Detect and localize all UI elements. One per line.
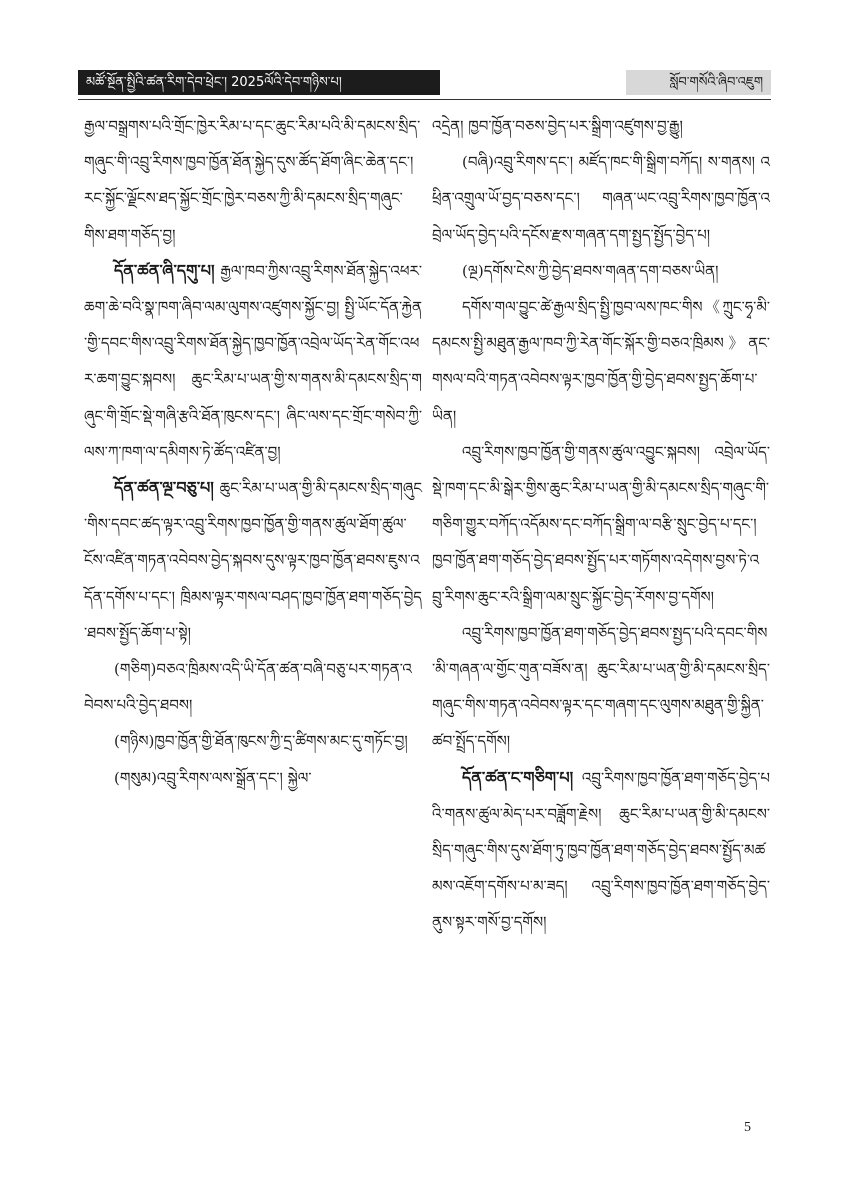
paragraph-text: ཆུང་རིམ་པ་ཡན་གྱི་མི་དམངས་སྲིད་གཞུང་གིས་དབང་ཚད་ལྟར་འབྲུ་རིགས་ཁྱབ་ཁྱོན་གྱི་གནས་ཚུལ་ཐོག་ཚུལ་ངོས་འཛིན་གཏན་འབེབས་བྱེད་སྐབས་དུས་ལྟར་ཁྱབ་ཁྱོན་ཐབས་ཇུས་འདོན་དགོས་པ་དང་། ཁྲིམས་ལྟར་གསལ་བཤད་ཁྱབ་ཁྱོན་ཐག་གཅོད་བྱེད་ཐབས་སྤྱོད་ཆོག་པ་སྟེ།: [84, 479, 422, 642]
page-number: 5: [744, 1120, 751, 1135]
header-divider: [78, 99, 771, 100]
paragraph: [84, 723, 422, 759]
paragraph-text: (གཅིག)བཅའ་ཁྲིམས་འདི་ཡི་དོན་ཚན་བཞི་བཅུ་པར་གཏན་འབེབས་པའི་བྱེད་ཐབས།: [84, 660, 412, 715]
article-heading: དོན་ཚན་ལྔ་བཅུ་པ།: [114, 478, 214, 498]
right-text-column: [432, 108, 770, 941]
paragraph-text: འབྲུ་རིགས་ཁྱབ་ཁྱོན་ཐག་གཅོད་བྱེད་ཐབས་སྤྱད་པའི་དབང་གིས་མི་གཞན་ལ་གྱོང་གུན་བཟོས་ན། ཆུང་རིམ་པ་ཡན་གྱི་མི་དམངས་སྲིད་གཞུང་གིས་གཏན་འབེབས་ལྟར་དང་གཞག་དང་ལུགས་མཐུན་གྱི་སྐྱིན་ཚབ་སྤྲོད་དགོས།: [432, 623, 770, 751]
paragraph: [84, 760, 422, 796]
paragraph-text: (གསུམ)འབྲུ་རིགས་ལས་སྒྲོན་དང་། སྐྱེལ་: [114, 768, 312, 787]
article-heading: དོན་ཚན་ང་གཅིག་པ།: [462, 767, 574, 787]
paragraph: [432, 108, 770, 144]
paragraph-text: (གཉིས)ཁྱབ་ཁྱོན་གྱི་ཐོན་ཁུངས་ཀྱི་དྲ་ཚིགས་མང་དུ་གཏོང་བྱ།: [114, 732, 408, 751]
paragraph-text: འདྲེན། ཁྱབ་ཁྱོན་བཅས་བྱེད་པར་སྒྲིག་འཛུགས་བྱ་རྒྱུ།: [432, 117, 683, 135]
paragraph-text: དགོས་གལ་བྱུང་ཚེ་རྒྱལ་སྲིད་སྤྱི་ཁྱབ་ལས་ཁང་གིས《ཀྲུང་ཧྭ་མི་དམངས་སྤྱི་མཐུན་རྒྱལ་ཁབ་ཀྱི་རེན་གོང་སྐོར་གྱི་བཅའ་ཁྲིམས》ནང་གསལ་བའི་གཏན་འབེབས་ལྟར་ཁྱབ་ཁྱོན་གྱི་བྱེད་ཐབས་སྤྱད་ཆོག་པ་ཡིན།: [432, 298, 770, 425]
left-text-column: [84, 108, 422, 796]
paragraph: [84, 108, 422, 253]
journal-header-bar: མཚོ་སྔོན་སྤྱིའི་ཚན་རིག་དེབ་ཕྲེང་། 2025ལོའི་དེབ་གཉིས་པ།: [78, 70, 440, 95]
paragraph: [432, 760, 770, 941]
paragraph-text: (ལྔ)དགོས་ངེས་ཀྱི་བྱེད་ཐབས་གཞན་དག་བཅས་ཡིན།: [462, 261, 719, 280]
paragraph: [432, 434, 770, 615]
paragraph-text: འབྲུ་རིགས་ཁྱབ་ཁྱོན་གྱི་གནས་ཚུལ་འབྱུང་སྐབས། འབྲེལ་ཡོད་སྡེ་ཁག་དང་མི་སྒེར་གྱིས་ཆུང་རིམ་པ་ཡན་གྱི་མི་དམངས་སྲིད་གཞུང་གི་གཅིག་གྱུར་བཀོད་འདོམས་དང་བཀོད་སྒྲིག་ལ་བརྩི་སྲུང་བྱེད་པ་དང་། ཁྱབ་ཁྱོན་ཐག་གཅོད་བྱེད་ཐབས་སྤྱོད་པར་གཏོགས་འདེགས་བྱས་ཏེ་འབྲུ་རིགས་ཆུང་རའི་སྒྲིག་ལམ་སྲུང་སྐྱོང་བྱེད་རོགས་བྱ་དགོས།: [432, 442, 770, 606]
paragraph-text: རྒྱལ་ཁབ་ཀྱིས་འབྲུ་རིགས་ཐོན་སྐྱེད་འཕར་ཆག་ཆེ་བའི་སྣ་ཁག་ཞིབ་ལམ་ལུགས་འཛུགས་སྐྱོང་བྱ། སྤྱི་ཡོང་དོན་རྐྱེན་གྱི་དབང་གིས་འབྲུ་རིགས་ཐོན་སྐྱེད་ཁྱབ་ཁྱོན་འབྲེལ་ཡོད་རེན་གོང་འཕར་ཆག་བྱུང་སྐབས། ཆུང་རིམ་པ་ཡན་གྱི་ས་གནས་མི་དམངས་སྲིད་གཞུང་གི་གྲོང་སྡེ་གཞི་རྩའི་ཐོན་ཁུངས་དང་། ཞིང་ལས་དང་གྲོང་གསེབ་ཀྱི་ལས་ཀ་ཁག་ལ་དམིགས་ཏེ་ཚོད་འཛིན་བྱ།: [84, 261, 422, 461]
paragraph: [432, 615, 770, 760]
paragraph: [84, 651, 422, 723]
paragraph-text: རྒྱལ་བསྒྲགས་པའི་གྲོང་ཁྱེར་རིམ་པ་དང་ཆུང་རིམ་པའི་མི་དམངས་སྲིད་གཞུང་གི་འབྲུ་རིགས་ཁྱབ་ཁྱོན་ཐོན་སྐྱེད་དུས་ཚོད་ཐོག་ཞིང་ཆེན་དང་། རང་སྐྱོང་ལྗོངས་ཐད་སྐྱོང་གྲོང་ཁྱེར་བཅས་ཀྱི་མི་དམངས་སྲིད་གཞུང་གིས་ཐག་གཅོད་བྱ།: [84, 117, 421, 244]
paragraph: [432, 144, 770, 253]
paragraph-text: འབྲུ་རིགས་ཁྱབ་ཁྱོན་ཐག་གཅོད་བྱེད་པའི་གནས་ཚུལ་མེད་པར་བཟློག་རྗེས། ཆུང་རིམ་པ་ཡན་གྱི་མི་དམངས་སྲིད་གཞུང་གིས་དུས་ཐོག་ཏུ་ཁྱབ་ཁྱོན་ཐག་གཅོད་བྱེད་ཐབས་སྤྱོད་མཚམས་འཇོག་དགོས་པ་མ་ཟད། འབྲུ་རིགས་ཁྱབ་ཁྱོན་ཐག་གཅོད་བྱེད་ནུས་སྟར་གསོ་བྱ་དགོས།: [432, 768, 770, 932]
paragraph: [84, 253, 422, 470]
article-heading: དོན་ཚན་ཞི་དགུ་པ།: [114, 260, 215, 280]
paragraph: [84, 470, 422, 651]
paragraph-text: (བཞི)འབྲུ་རིགས་དང་། མཛོད་ཁང་གི་སྒྲིག་བཀོད། ས་གནས། འཕྲིན་འགྲུལ་ཡོ་བྱད་བཅས་དང་། གཞན་ཡང་འབྲུ་རིགས་ཁྱབ་ཁྱོན་འབྲེལ་ཡོད་བྱེད་པའི་དངོས་རྫས་གཞན་དག་སྤྱད་སྤྱོད་བྱེད་པ།: [432, 153, 770, 244]
paragraph: [432, 253, 770, 289]
paragraph: [432, 289, 770, 434]
section-header-bar: སློབ་གསོའི་ཞིབ་འཇུག: [626, 70, 771, 95]
